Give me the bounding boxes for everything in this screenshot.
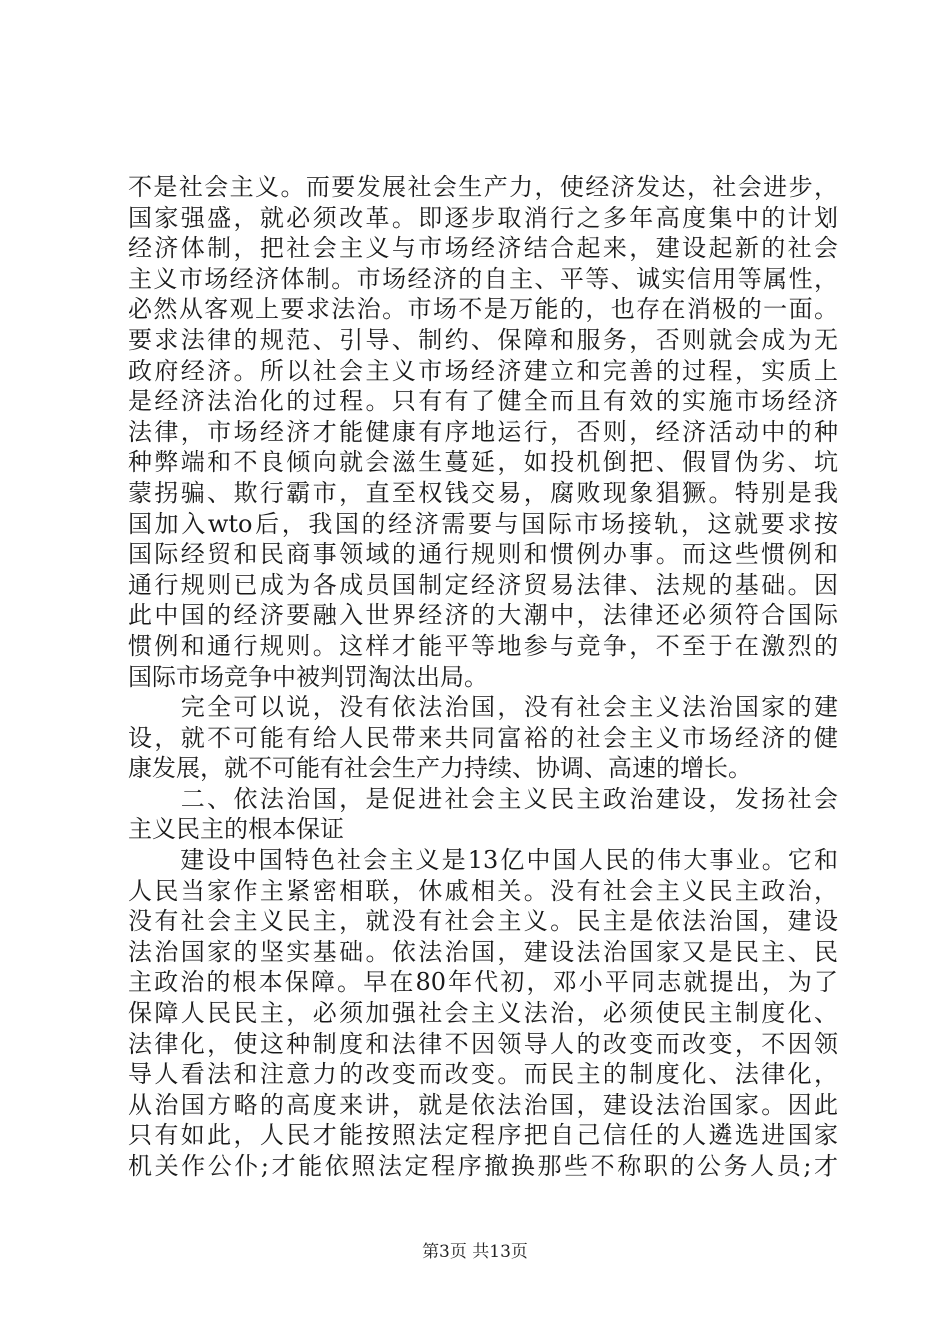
text-line: 通行规则已成为各成员国制定经济贸易法律、法规的基础。因	[128, 570, 838, 599]
text-line: 主义市场经济体制。市场经济的自主、平等、诚实信用等属性，	[128, 264, 838, 293]
text-line: 不是社会主义。而要发展社会生产力，使经济发达，社会进步，	[128, 173, 838, 201]
text-line: 国加入wto后，我国的经济需要与国际市场接轨，这就要求按	[128, 509, 838, 538]
text-line: 导人看法和注意力的改变而改变。而民主的制度化、法律化，	[128, 1060, 838, 1089]
text-line: 国家强盛，就必须改革。即逐步取消行之多年高度集中的计划	[128, 203, 838, 232]
text-line: 种弊端和不良倾向就会滋生蔓延，如投机倒把、假冒伪劣、坑	[128, 448, 838, 477]
text-line: 没有社会主义民主，就没有社会主义。民主是依法治国，建设	[128, 907, 838, 936]
text-line: 法律，市场经济才能健康有序地运行，否则，经济活动中的种	[128, 417, 838, 446]
text-line: 蒙拐骗、欺行霸市，直至权钱交易，腐败现象猖獗。特别是我	[128, 478, 838, 507]
section-heading-line: 主义民主的根本保证	[128, 815, 344, 844]
text-line: 康发展，就不可能有社会生产力持续、协调、高速的增长。	[128, 754, 752, 783]
text-line: 惯例和通行规则。这样才能平等地参与竞争，不至于在激烈的	[128, 631, 838, 660]
page-footer: 第3页 共13页	[422, 1242, 528, 1262]
text-line: 只有如此，人民才能按照法定程序把自己信任的人遴选进国家	[128, 1121, 838, 1150]
text-line: 从治国方略的高度来讲，就是依法治国，建设法治国家。因此	[128, 1090, 838, 1119]
text-line: 法律化，使这种制度和法律不因领导人的改变而改变，不因领	[128, 1029, 838, 1058]
text-line: 要求法律的规范、引导、制约、保障和服务，否则就会成为无	[128, 325, 838, 354]
text-line: 此中国的经济要融入世界经济的大潮中，法律还必须符合国际	[128, 601, 838, 630]
text-line: 建设中国特色社会主义是13亿中国人民的伟大事业。它和	[128, 846, 838, 875]
text-line: 法治国家的坚实基础。依法治国，建设法治国家又是民主、民	[128, 937, 838, 966]
text-line: 必然从客观上要求法治。市场不是万能的，也存在消极的一面。	[128, 295, 838, 324]
body-text	[128, 172, 838, 1182]
text-line: 机关作公仆;才能依照法定程序撤换那些不称职的公务人员;才	[128, 1152, 838, 1180]
text-line: 主政治的根本保障。早在80年代初，邓小平同志就提出，为了	[128, 968, 838, 997]
text-line: 是经济法治化的过程。只有有了健全而且有效的实施市场经济	[128, 387, 838, 416]
text-line: 设，就不可能有给人民带来共同富裕的社会主义市场经济的健	[128, 723, 838, 752]
text-line: 保障人民民主，必须加强社会主义法治，必须使民主制度化、	[128, 999, 838, 1028]
text-line: 政府经济。所以社会主义市场经济建立和完善的过程，实质上	[128, 356, 838, 385]
text-line: 国际经贸和民商事领域的通行规则和惯例办事。而这些惯例和	[128, 540, 838, 569]
text-line: 完全可以说，没有依法治国，没有社会主义法治国家的建	[128, 693, 838, 722]
section-heading-line: 二、依法治国，是促进社会主义民主政治建设，发扬社会	[128, 784, 838, 813]
text-line: 经济体制，把社会主义与市场经济结合起来，建设起新的社会	[128, 234, 838, 263]
text-line: 国际市场竞争中被判罚淘汰出局。	[128, 662, 488, 691]
text-line: 人民当家作主紧密相联，休戚相关。没有社会主义民主政治，	[128, 876, 838, 905]
